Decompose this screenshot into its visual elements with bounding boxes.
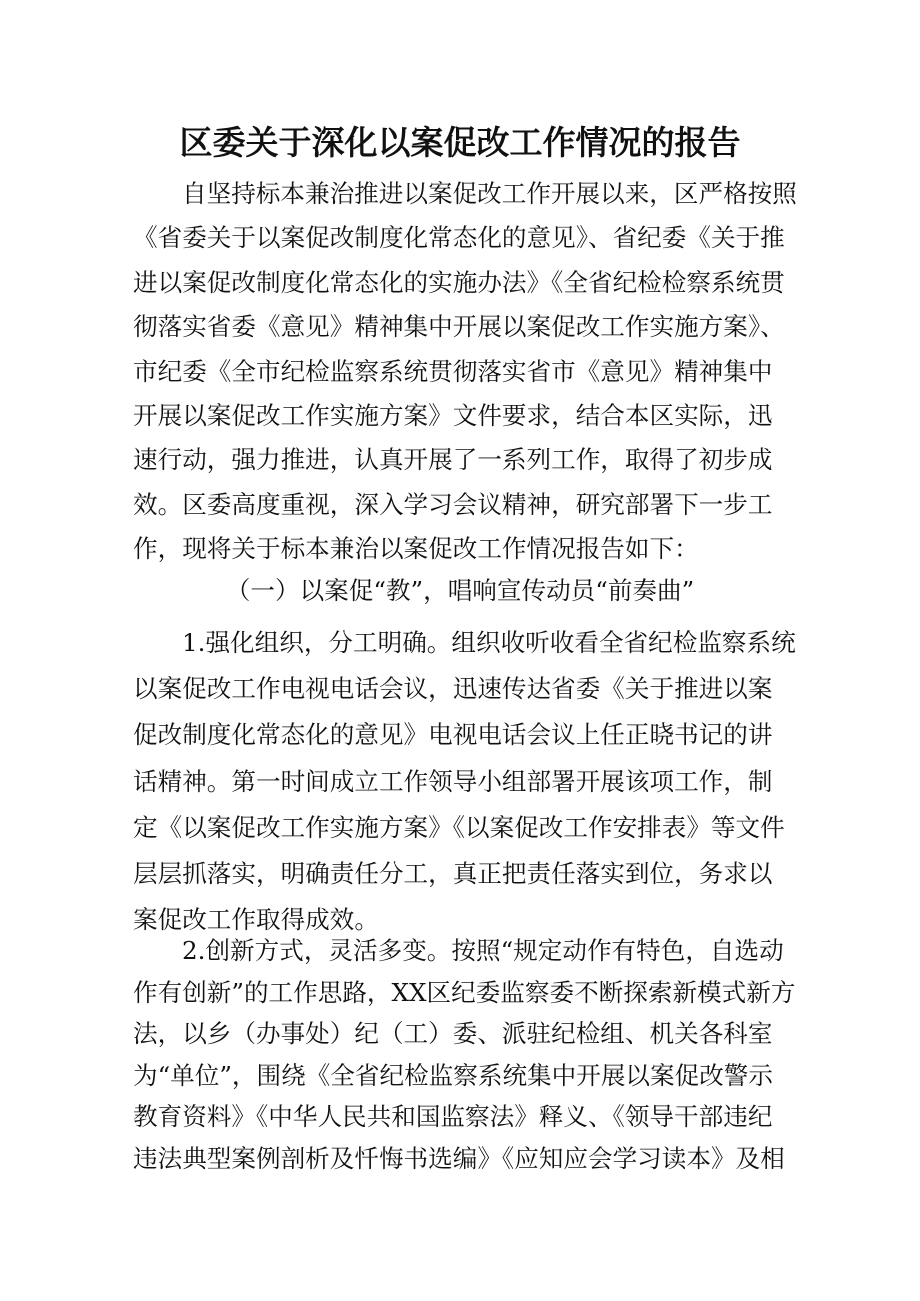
paragraph-item-1: 1.强化组织，分工明确。组织收听收看全省纪检监察系统以案促改工作电视电话会议，迅速传达省委《关于推进以案促改制度化常态化的意见》电视电话会议上任正晓书记的讲话精神。第一时间成立工作领导小组部署开展该项工作，制定《以案促改工作实施方案》《以案促改工作安排表》等文件层层抓落实，明确责任分工，真正把责任落实到位，务求以案促改工作取得成效。 <box>133 628 796 935</box>
section-heading: （一）以案促“教”，唱响宣传动员“前奏曲” <box>225 576 695 605</box>
document-title: 区委关于深化以案促改工作情况的报告 <box>179 123 741 162</box>
intro-paragraph: 自坚持标本兼治推进以案促改工作开展以来，区严格按照《省委关于以案促改制度化常态化的意见》、省纪委《关于推进以案促改制度化常态化的实施办法》《全省纪检检察系统贯彻落实省委《意见》精神集中开展以案促改工作实施方案》、市纪委《全市纪检监察系统贯彻落实省市《意见》精神集中开展以案促改工作实施方案》文件要求，结合本区实际，迅速行动，强力推进，认真开展了一系列工作，取得了初步成效。区委高度重视，深入学习会议精神，研究部署下一步工作，现将关于标本兼治以案促改工作情况报告如下： <box>133 179 797 564</box>
paragraph-item-2: 2.创新方式，灵活多变。按照“规定动作有特色，自选动作有创新”的工作思路，XX区纪委监察委不断探索新模式新方法，以乡（办事处）纪（工）委、派驻纪检组、机关各科室为“单位”，围绕《全省纪检监察系统集中开展以案促改警示教育资料》《中华人民共和国监察法》释义、《领导干部违纪违法典型案例剖析及忏悔书选编》《应知应会学习读本》及相 <box>133 936 796 1173</box>
